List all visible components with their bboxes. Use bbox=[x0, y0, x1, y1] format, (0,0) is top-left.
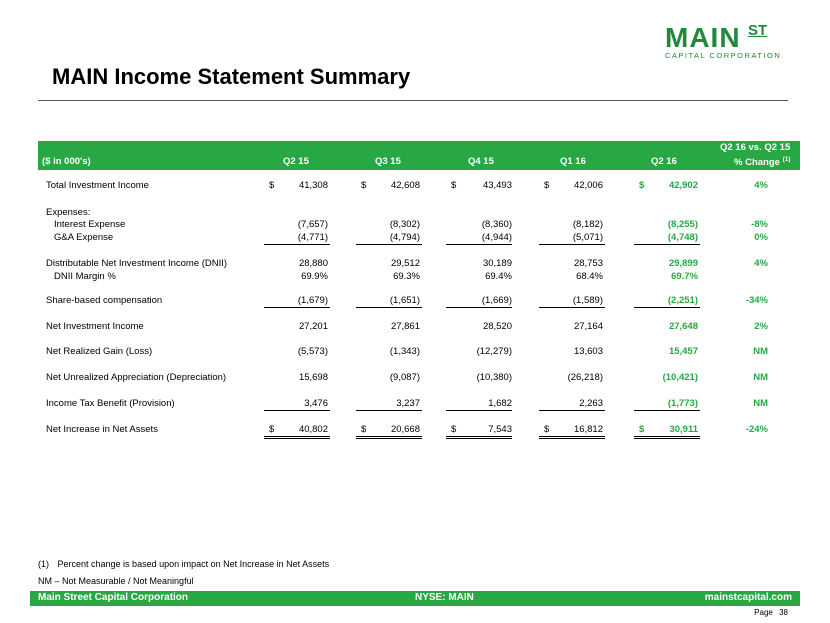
cell-q2-16: (2,251) bbox=[667, 295, 698, 306]
header-change-label: % Change bbox=[734, 157, 780, 169]
cell-q2-15: 27,201 bbox=[298, 321, 328, 332]
cell-q3-15: 29,512 bbox=[390, 258, 420, 269]
cell-q4-15: 30,189 bbox=[482, 258, 512, 269]
company-logo bbox=[660, 22, 780, 62]
row-label: G&A Expense bbox=[54, 232, 114, 243]
dollar-sign: $ bbox=[544, 424, 550, 435]
footer-ticker: NYSE: MAIN bbox=[415, 592, 474, 603]
cell-pct-change: 2% bbox=[754, 321, 768, 332]
cell-q2-15: (5,573) bbox=[297, 346, 328, 357]
dollar-sign: $ bbox=[269, 424, 275, 435]
dollar-sign: $ bbox=[639, 180, 645, 191]
cell-q4-15: (8,360) bbox=[481, 219, 512, 230]
cell-q1-16: 68.4% bbox=[576, 271, 603, 282]
cell-q4-15: 7,543 bbox=[488, 424, 512, 435]
cell-q2-16: 15,457 bbox=[668, 346, 698, 357]
cell-q1-16: 16,812 bbox=[573, 424, 603, 435]
cell-q3-15: (1,651) bbox=[389, 295, 420, 306]
header-change-bottom bbox=[734, 156, 791, 168]
cell-q1-16: 2,263 bbox=[579, 398, 603, 409]
cell-q3-15: (1,343) bbox=[389, 346, 420, 357]
page-title: MAIN Income Statement Summary bbox=[52, 64, 411, 89]
cell-q1-16: (8,182) bbox=[572, 219, 603, 230]
cell-q1-16: 42,006 bbox=[573, 180, 603, 191]
cell-pct-change: NM bbox=[753, 346, 768, 357]
cell-pct-change: 4% bbox=[754, 180, 768, 191]
subtotal-underline bbox=[264, 307, 330, 308]
dollar-sign: $ bbox=[361, 424, 367, 435]
subtotal-underline bbox=[356, 307, 422, 308]
logo-main-text: MAIN bbox=[665, 22, 741, 53]
cell-q4-15: (10,380) bbox=[476, 372, 512, 383]
dollar-sign: $ bbox=[361, 180, 367, 191]
title-divider bbox=[38, 100, 788, 101]
footer-bar bbox=[30, 591, 800, 606]
subtotal-underline bbox=[446, 244, 512, 245]
subtotal-underline bbox=[634, 307, 700, 308]
footer-website: mainstcapital.com bbox=[704, 592, 792, 603]
cell-q2-16: 69.7% bbox=[671, 271, 698, 282]
footnote-nm: NM – Not Measurable / Not Meaningful bbox=[38, 576, 194, 586]
subtotal-underline bbox=[446, 410, 512, 411]
cell-q3-15: 27,861 bbox=[390, 321, 420, 332]
cell-q3-15: 69.3% bbox=[393, 271, 420, 282]
header-q3-15: Q3 15 bbox=[375, 156, 401, 167]
cell-q1-16: (1,589) bbox=[572, 295, 603, 306]
subtotal-underline bbox=[264, 410, 330, 411]
cell-q2-16: (4,748) bbox=[667, 232, 698, 243]
row-label: Expenses: bbox=[46, 207, 91, 218]
total-double-underline bbox=[264, 436, 330, 439]
cell-q2-15: 41,308 bbox=[298, 180, 328, 191]
header-units: ($ in 000's) bbox=[42, 156, 91, 167]
cell-pct-change: -8% bbox=[751, 219, 768, 230]
row-label: DNII Margin % bbox=[54, 271, 116, 282]
cell-pct-change: 4% bbox=[754, 258, 768, 269]
cell-q2-15: (7,657) bbox=[297, 219, 328, 230]
cell-q3-15: (4,794) bbox=[389, 232, 420, 243]
dollar-sign: $ bbox=[451, 180, 457, 191]
subtotal-underline bbox=[539, 244, 605, 245]
cell-q2-15: 69.9% bbox=[301, 271, 328, 282]
subtotal-underline bbox=[446, 307, 512, 308]
row-label: Net Investment Income bbox=[46, 321, 144, 332]
cell-q1-16: 13,603 bbox=[573, 346, 603, 357]
subtotal-underline bbox=[356, 410, 422, 411]
cell-q1-16: (26,218) bbox=[567, 372, 603, 383]
cell-q4-15: (4,944) bbox=[481, 232, 512, 243]
subtotal-underline bbox=[634, 410, 700, 411]
cell-q2-16: 29,899 bbox=[668, 258, 698, 269]
footnote-1-number: (1) bbox=[38, 559, 49, 569]
total-double-underline bbox=[356, 436, 422, 439]
page-label: Page bbox=[754, 608, 773, 617]
logo-st-text: ST bbox=[748, 22, 768, 39]
footnote-1-text: Percent change is based upon impact on Net Increase in Net Assets bbox=[57, 559, 330, 569]
cell-pct-change: NM bbox=[753, 398, 768, 409]
cell-q4-15: 28,520 bbox=[482, 321, 512, 332]
cell-q4-15: 69.4% bbox=[485, 271, 512, 282]
row-label: Distributable Net Investment Income (DNII) bbox=[46, 258, 228, 269]
cell-q2-15: 28,880 bbox=[298, 258, 328, 269]
row-label: Net Increase in Net Assets bbox=[46, 424, 158, 435]
total-double-underline bbox=[539, 436, 605, 439]
row-label: Net Realized Gain (Loss) bbox=[46, 346, 153, 357]
cell-q2-16: (8,255) bbox=[667, 219, 698, 230]
cell-q2-16: 30,911 bbox=[669, 424, 698, 435]
dollar-sign: $ bbox=[639, 424, 645, 435]
header-change-sup: (1) bbox=[782, 156, 791, 163]
cell-q4-15: 1,682 bbox=[488, 398, 512, 409]
header-q2-16: Q2 16 bbox=[651, 156, 677, 167]
page-num: 38 bbox=[779, 608, 788, 617]
subtotal-underline bbox=[634, 244, 700, 245]
cell-q2-15: (4,771) bbox=[297, 232, 328, 243]
logo-subtitle: CAPITAL CORPORATION bbox=[665, 51, 782, 60]
cell-q2-16: 42,902 bbox=[668, 180, 698, 191]
cell-q3-15: 20,668 bbox=[390, 424, 420, 435]
cell-q3-15: (8,302) bbox=[389, 219, 420, 230]
cell-q2-15: 3,476 bbox=[304, 398, 328, 409]
subtotal-underline bbox=[539, 307, 605, 308]
subtotal-underline bbox=[539, 410, 605, 411]
row-label: Income Tax Benefit (Provision) bbox=[46, 398, 175, 409]
header-q1-16: Q1 16 bbox=[560, 156, 586, 167]
cell-pct-change: -24% bbox=[745, 424, 768, 435]
header-q2-15: Q2 15 bbox=[283, 156, 309, 167]
cell-q2-16: (1,773) bbox=[667, 398, 698, 409]
cell-q2-15: (1,679) bbox=[297, 295, 328, 306]
subtotal-underline bbox=[264, 244, 330, 245]
cell-q2-15: 40,802 bbox=[298, 424, 328, 435]
total-double-underline bbox=[634, 436, 700, 439]
cell-q3-15: (9,087) bbox=[389, 372, 420, 383]
row-label: Total Investment Income bbox=[46, 180, 149, 191]
cell-q1-16: (5,071) bbox=[572, 232, 603, 243]
row-label: Net Unrealized Appreciation (Depreciation) bbox=[46, 372, 227, 383]
cell-q2-16: (10,421) bbox=[662, 372, 698, 383]
cell-q4-15: (1,669) bbox=[481, 295, 512, 306]
dollar-sign: $ bbox=[269, 180, 275, 191]
cell-q4-15: 43,493 bbox=[482, 180, 512, 191]
cell-pct-change: NM bbox=[753, 372, 768, 383]
cell-q3-15: 42,608 bbox=[390, 180, 420, 191]
dollar-sign: $ bbox=[544, 180, 550, 191]
cell-pct-change: 0% bbox=[754, 232, 768, 243]
page-number bbox=[754, 608, 788, 617]
cell-pct-change: -34% bbox=[745, 295, 768, 306]
cell-q2-16: 27,648 bbox=[668, 321, 698, 332]
row-label: Share-based compensation bbox=[46, 295, 163, 306]
cell-q2-15: 15,698 bbox=[298, 372, 328, 383]
cell-q1-16: 27,164 bbox=[573, 321, 603, 332]
cell-q4-15: (12,279) bbox=[476, 346, 512, 357]
row-label: Interest Expense bbox=[54, 219, 126, 230]
cell-q3-15: 3,237 bbox=[396, 398, 420, 409]
dollar-sign: $ bbox=[451, 424, 457, 435]
footer-company: Main Street Capital Corporation bbox=[38, 592, 189, 603]
footnote-1 bbox=[38, 559, 329, 569]
subtotal-underline bbox=[356, 244, 422, 245]
total-double-underline bbox=[446, 436, 512, 439]
header-change-top: Q2 16 vs. Q2 15 bbox=[720, 142, 791, 153]
cell-q1-16: 28,753 bbox=[573, 258, 603, 269]
header-q4-15: Q4 15 bbox=[468, 156, 494, 167]
table-header bbox=[38, 141, 800, 170]
